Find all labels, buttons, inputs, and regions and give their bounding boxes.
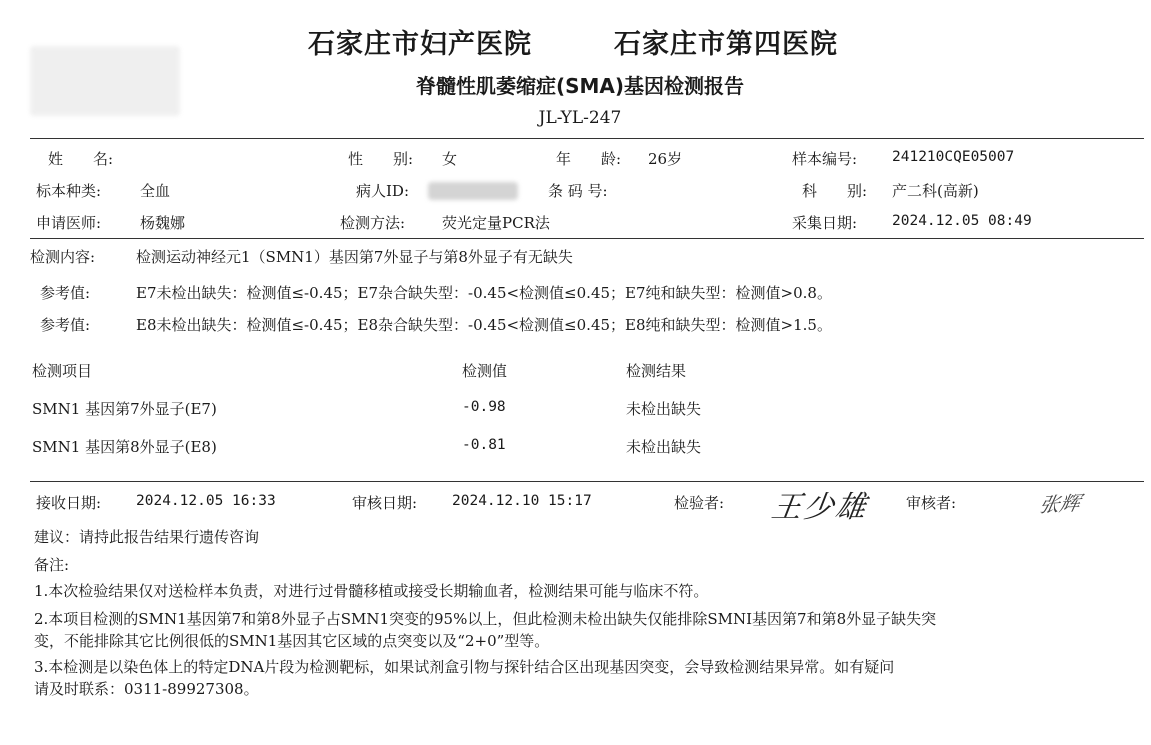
advice-text: 建议：请持此报告结果行遗传咨询 — [34, 528, 260, 546]
result-row-e7-result: 未检出缺失 — [626, 400, 702, 418]
result-row-e8-item: SMN1 基因第8外显子(E8) — [32, 438, 217, 456]
sample-no-value: 241210CQE05007 — [892, 149, 1015, 165]
gender-value: 女 — [442, 150, 458, 168]
patient-id-redacted — [428, 182, 518, 200]
dept-value: 产二科(高新) — [892, 182, 979, 200]
ref-e8-label: 参考值: — [40, 316, 91, 334]
hospital-name-2: 石家庄市第四医院 — [614, 29, 838, 60]
content-text: 检测运动神经元1（SMN1）基因第7外显子与第8外显子有无缺失 — [136, 248, 573, 266]
method-value: 荧光定量PCR法 — [442, 214, 550, 232]
ref-e8-text: E8未检出缺失：检测值≤-0.45；E8杂合缺失型：-0.45<检测值≤0.45；E8纯和缺失型：检测值>1.5。 — [136, 316, 832, 334]
divider-bottom — [30, 481, 1144, 482]
doctor-value: 杨魏娜 — [140, 214, 186, 232]
doctor-label: 申请医师: — [36, 214, 102, 232]
collect-date-label: 采集日期: — [792, 214, 858, 232]
note-2-line-2: 变，不能排除其它比例很低的SMN1基因其它区域的点突变以及“2+0”型等。 — [34, 632, 550, 650]
specimen-label: 标本种类: — [36, 182, 102, 200]
gender-label: 性 别: — [348, 150, 414, 168]
dept-label: 科 别: — [802, 182, 868, 200]
notes-label: 备注: — [34, 556, 70, 574]
method-label: 检测方法: — [340, 214, 406, 232]
inspector-signature: 王少雄 — [769, 490, 870, 525]
specimen-value: 全血 — [140, 182, 171, 200]
divider-top — [30, 138, 1144, 139]
result-row-e7-item: SMN1 基因第7外显子(E7) — [32, 400, 217, 418]
patient-id-label: 病人ID: — [356, 182, 410, 200]
reviewer-label: 审核者: — [906, 494, 957, 512]
result-row-e7-value: -0.98 — [462, 399, 506, 415]
ref-e7-label: 参考值: — [40, 284, 91, 302]
reviewer-signature: 张辉 — [1037, 490, 1083, 518]
receive-date-label: 接收日期: — [36, 494, 102, 512]
sample-no-label: 样本编号: — [792, 150, 858, 168]
review-date-value: 2024.12.10 15:17 — [452, 493, 592, 509]
report-code: JL-YL-247 — [538, 108, 622, 128]
results-header-value: 检测值 — [462, 362, 508, 380]
collect-date-value: 2024.12.05 08:49 — [892, 213, 1032, 229]
note-2-line-1: 2.本项目检测的SMN1基因第7和第8外显子占SMN1突变的95%以上，但此检测未检出缺失仅能排除SMNI基因第7和第8外显子缺失突 — [34, 610, 937, 628]
ref-e7-text: E7未检出缺失：检测值≤-0.45；E7杂合缺失型：-0.45<检测值≤0.45；E7纯和缺失型：检测值>0.8。 — [136, 284, 832, 302]
review-date-label: 审核日期: — [352, 494, 418, 512]
inspector-label: 检验者: — [674, 494, 725, 512]
age-value: 26岁 — [648, 150, 683, 168]
content-label: 检测内容: — [30, 248, 96, 266]
results-header-item: 检测项目 — [32, 362, 93, 380]
receive-date-value: 2024.12.05 16:33 — [136, 493, 276, 509]
name-label: 姓 名: — [48, 150, 114, 168]
note-3-line-2: 请及时联系：0311-89927308。 — [34, 680, 259, 698]
note-3-line-1: 3.本检测是以染色体上的特定DNA片段为检测靶标，如果试剂盒引物与探针结合区出现基因突变，会导致检测结果异常。如有疑问 — [34, 658, 895, 676]
hospital-name-1: 石家庄市妇产医院 — [308, 29, 532, 60]
divider-middle — [30, 238, 1144, 239]
results-header-result: 检测结果 — [626, 362, 687, 380]
age-label: 年 龄: — [556, 150, 622, 168]
note-1: 1.本次检验结果仅对送检样本负责，对进行过骨髓移植或接受长期输血者，检测结果可能与临床不符。 — [34, 582, 709, 600]
barcode-label: 条 码 号: — [548, 182, 608, 200]
report-title: 脊髓性肌萎缩症(SMA)基因检测报告 — [415, 74, 745, 98]
result-row-e8-value: -0.81 — [462, 437, 506, 453]
result-row-e8-result: 未检出缺失 — [626, 438, 702, 456]
